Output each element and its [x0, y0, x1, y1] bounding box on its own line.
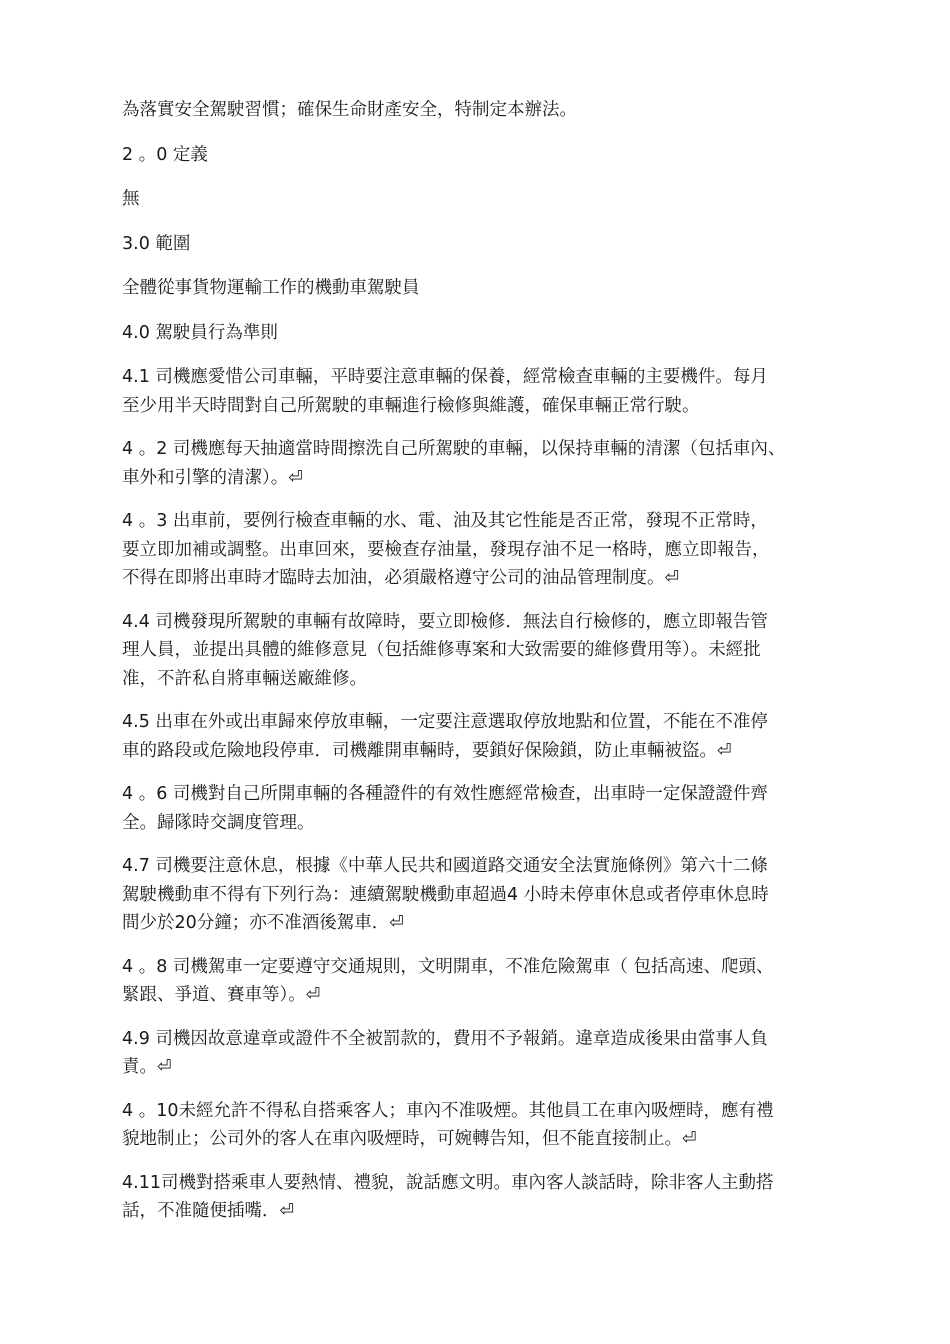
rule-4-2: 4 。2 司機應每天抽適當時間擦洗自己所駕駛的車輛，以保持車輛的清潔（包括車內、 車外和引擎的清潔）。⏎	[122, 439, 786, 488]
document-body	[122, 96, 842, 1241]
rule-4-3: 4 。3 出車前，要例行檢查車輛的水、電、油及其它性能是否正常，發現不正常時， 要立即加補或調整。出車回來，要檢查存油量，發現存油不足一格時，應立即報告， 不得在即將出車時才臨時去加油，必須嚴格遵守公司的油品管理制度。⏎	[122, 511, 770, 588]
section-heading-2-definition: 2 。0 定義	[122, 144, 208, 165]
scope-text: 全體從事貨物運輸工作的機動車駕駛員	[122, 278, 420, 298]
section-heading-3-scope: 3.0 範圍	[122, 233, 191, 254]
rule-4-10: 4 。10未經允許不得私自搭乘客人；車內不准吸煙。其他員工在車內吸煙時，應有禮 貌地制止；公司外的客人在車內吸煙時，可婉轉告知，但不能直接制止。⏎	[122, 1100, 774, 1149]
rule-4-5: 4.5 出車在外或出車歸來停放車輛，一定要注意選取停放地點和位置，不能在不准停 車的路段或危險地段停車．司機離開車輛時，要鎖好保險鎖，防止車輛被盜。⏎	[122, 712, 768, 761]
rule-4-1: 4.1 司機應愛惜公司車輛，平時要注意車輛的保養，經常檢查車輛的主要機件。每月 至少用半天時間對自己所駕駛的車輛進行檢修與維護，確保車輛正常行駛。	[122, 367, 768, 416]
rule-4-7: 4.7 司機要注意休息，根據《中華人民共和國道路交通安全法實施條例》第六十二條 駕駛機動車不得有下列行為：連續駕駛機動車超過4 小時未停車休息或者停車休息時 間少於20分鐘；亦不准酒後駕車．⏎	[122, 856, 769, 933]
rule-4-9: 4.9 司機因故意違章或證件不全被罰款的，費用不予報銷。違章造成後果由當事人負 責。⏎	[122, 1028, 768, 1077]
rule-4-8: 4 。8 司機駕車一定要遵守交通規則，文明開車，不准危險駕車（ 包括高速、爬頭、 緊跟、爭道、賽車等）。⏎	[122, 956, 774, 1005]
definition-text: 無	[122, 189, 140, 209]
rule-4-11: 4.11司機對搭乘車人要熱情、禮貌，說話應文明。車內客人談話時，除非客人主動搭 話，不准隨便插嘴．⏎	[122, 1172, 774, 1221]
section-heading-4-rules: 4.0 駕駛員行為準則	[122, 322, 278, 343]
intro-paragraph: 為落實安全駕駛習慣；確保生命財產安全，特制定本辦法。	[122, 100, 577, 120]
rule-4-6: 4 。6 司機對自己所開車輛的各種證件的有效性應經常檢查，出車時一定保證證件齊 全。歸隊時交調度管理。	[122, 784, 768, 833]
rule-4-4: 4.4 司機發現所駕駛的車輛有故障時，要立即檢修．無法自行檢修的，應立即報告管 理人員，並提出具體的維修意見（包括維修專案和大致需要的維修費用等）。未經批 准，不許私自將車輛送廠維修。	[122, 611, 768, 689]
